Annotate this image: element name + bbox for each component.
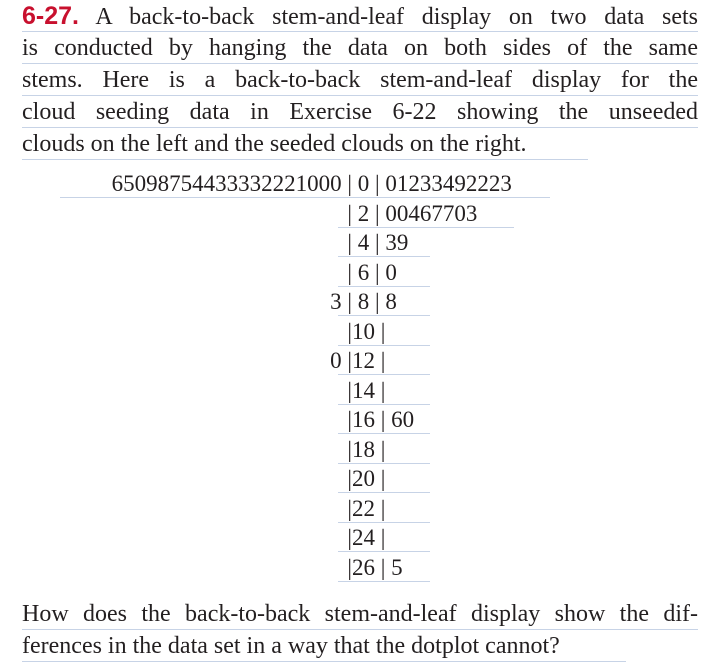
unseeded-leaves: |: [347, 377, 352, 403]
display-row: [0, 406, 712, 434]
display-row: [0, 229, 712, 257]
stem-and-seeded-leaves: 22 |: [352, 495, 386, 521]
unseeded-leaves: 65098754433332221000 |: [111, 171, 352, 196]
question-line-2: ferences in the data set in a way that the dotplot cannot?: [22, 630, 626, 662]
stem-and-seeded-leaves: 10 |: [352, 318, 386, 344]
display-row: [0, 524, 712, 552]
display-row: [0, 288, 712, 316]
row-underline: [338, 551, 430, 552]
row-underline: [338, 345, 430, 346]
display-row: [0, 377, 712, 405]
stem-and-seeded-leaves: 8 | 8: [352, 289, 397, 314]
stem-and-seeded-leaves: 2 | 00467703: [352, 200, 478, 226]
row-underline: [338, 463, 430, 464]
unseeded-leaves: |: [347, 259, 352, 285]
intro-line-3: stems. Here is a back-to-back stem-and-leaf display for the: [22, 64, 698, 96]
row-underline: [338, 433, 430, 434]
display-row: [0, 347, 712, 375]
row-underline: [338, 256, 430, 257]
question-line-1: How does the back-to-back stem-and-leaf display show the dif-: [22, 598, 698, 630]
unseeded-leaves: |: [347, 554, 352, 580]
display-row: [0, 170, 712, 198]
display-row: [0, 200, 712, 228]
stem-and-seeded-leaves: 24 |: [352, 525, 386, 550]
exercise-intro: [22, 0, 698, 160]
row-underline: [338, 492, 430, 493]
row-underline: [338, 522, 430, 523]
stem-and-seeded-leaves: 18 |: [352, 436, 386, 462]
stem-and-seeded-leaves: 20 |: [352, 466, 386, 491]
unseeded-leaves: |: [347, 525, 352, 550]
row-underline: [338, 404, 430, 405]
unseeded-leaves: |: [347, 495, 352, 521]
stem-and-seeded-leaves: 26 | 5: [352, 554, 403, 580]
unseeded-leaves: |: [347, 318, 352, 344]
display-row: [0, 436, 712, 464]
intro-line-5: clouds on the left and the seeded clouds on the right.: [22, 128, 588, 160]
row-underline: [338, 286, 430, 287]
exercise-question: [22, 598, 698, 662]
display-row: [0, 259, 712, 287]
stem-and-seeded-leaves: 4 | 39: [352, 230, 409, 255]
intro-text-1: A back-to-back stem-and-leaf display on two data sets: [78, 4, 698, 30]
stem-and-seeded-leaves: 16 | 60: [352, 407, 415, 432]
row-underline: [338, 581, 430, 582]
unseeded-leaves: |: [347, 230, 352, 255]
unseeded-leaves: |: [347, 466, 352, 491]
row-underline: [338, 227, 514, 228]
unseeded-leaves: |: [347, 200, 352, 226]
intro-line-2: is conducted by hanging the data on both sides of the same: [22, 32, 698, 64]
stem-and-seeded-leaves: 0 | 01233492223: [352, 171, 512, 196]
stem-and-seeded-leaves: 12 |: [352, 348, 386, 373]
intro-line-1: [22, 0, 698, 32]
exercise-number: 6-27.: [22, 2, 79, 30]
row-underline: [338, 374, 430, 375]
display-row: [0, 465, 712, 493]
row-underline: [60, 197, 550, 198]
unseeded-leaves: |: [347, 436, 352, 462]
unseeded-leaves: 3 |: [330, 289, 352, 314]
row-underline: [338, 315, 430, 316]
display-row: [0, 495, 712, 523]
unseeded-leaves: 0 |: [330, 348, 352, 373]
unseeded-leaves: |: [347, 407, 352, 432]
display-row: [0, 318, 712, 346]
stem-and-seeded-leaves: 14 |: [352, 377, 386, 403]
intro-line-4: cloud seeding data in Exercise 6-22 showing the unseeded: [22, 96, 698, 128]
display-row: [0, 554, 712, 582]
stem-and-seeded-leaves: 6 | 0: [352, 259, 397, 285]
